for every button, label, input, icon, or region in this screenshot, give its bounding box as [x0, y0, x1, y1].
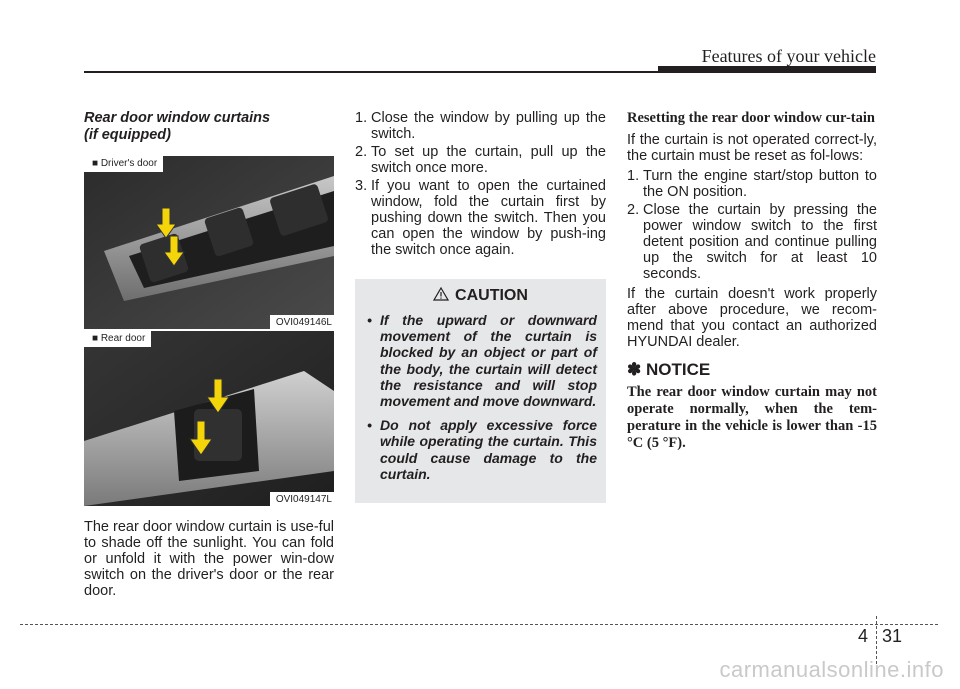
photo-code: OVI049146L — [270, 315, 334, 329]
caution-item: • Do not apply excessive force while operating the curtain. This could cause damage to the curtain. — [367, 417, 597, 482]
list-item: 2. To set up the curtain, pull up the switch once more. — [355, 144, 606, 176]
caution-body — [367, 312, 597, 490]
section-heading — [84, 110, 334, 144]
warning-triangle-icon — [433, 287, 449, 301]
left-column — [84, 110, 334, 144]
caution-item: • If the upward or downward movement of the curtain is blocked by an object or part of the body, the curtain will detect the resistance and will stop movement and move downward. — [367, 312, 597, 410]
chapter-number: 4 — [858, 626, 869, 646]
heading-line-2: (if equipped) — [84, 127, 171, 143]
list-item: 2. Close the curtain by pressing the power window switch to the first detent position and continue pulling up the switch for at least 10 seconds. — [627, 202, 877, 282]
running-header: Features of your vehicle — [701, 46, 876, 66]
right-column — [627, 110, 877, 452]
bullet: • — [367, 312, 372, 328]
bullet: • — [367, 417, 372, 434]
photo-label: ■ Driver's door — [84, 156, 163, 172]
notice-title: ✽ NOTICE — [627, 360, 711, 379]
caution-box — [355, 279, 606, 503]
notice-body: The rear door window curtain may not operate normally, when the tem-perature in the vehicle is lower than -15 °C (5 °F). — [627, 384, 877, 451]
drivers-door-switch-illustration — [84, 156, 334, 329]
intro-paragraph: The rear door window curtain is use-ful to shade off the sunlight. You can fold or unfold it with the power win-dow switch on the driver's door or the rear door. — [84, 519, 334, 599]
reset-heading: Resetting the rear door window cur-tain — [627, 110, 875, 126]
middle-column — [355, 110, 606, 260]
caution-title: CAUTION — [355, 287, 606, 305]
photo-code: OVI049147L — [270, 492, 334, 506]
footer-rule — [20, 624, 938, 625]
rear-door-switch-illustration — [84, 331, 334, 506]
list-item: 3. If you want to open the curtained window, fold the curtain first by pushing down the switch. Then you can open the window by push-ing the switch once again. — [355, 178, 606, 258]
header-rule-accent — [658, 66, 876, 73]
curtain-steps-list — [355, 110, 606, 258]
rear-door-photo — [84, 331, 334, 506]
page-number: 31 — [882, 626, 903, 646]
watermark: carmanualsonline.info — [719, 657, 944, 682]
reset-steps-list — [627, 168, 877, 282]
reset-intro: If the curtain is not operated correct-ly, the curtain must be reset as fol-lows: — [627, 132, 877, 164]
list-item: 1. Turn the engine start/stop button to the ON position. — [627, 168, 877, 200]
heading-line-1: Rear door window curtains — [84, 110, 271, 126]
reset-followup: If the curtain doesn't work properly after above procedure, we recom-mend that you contact an authorized HYUNDAI dealer. — [627, 286, 877, 350]
photo-label: ■ Rear door — [84, 331, 151, 347]
drivers-door-photo — [84, 156, 334, 329]
list-item: 1. Close the window by pulling up the switch. — [355, 110, 606, 142]
